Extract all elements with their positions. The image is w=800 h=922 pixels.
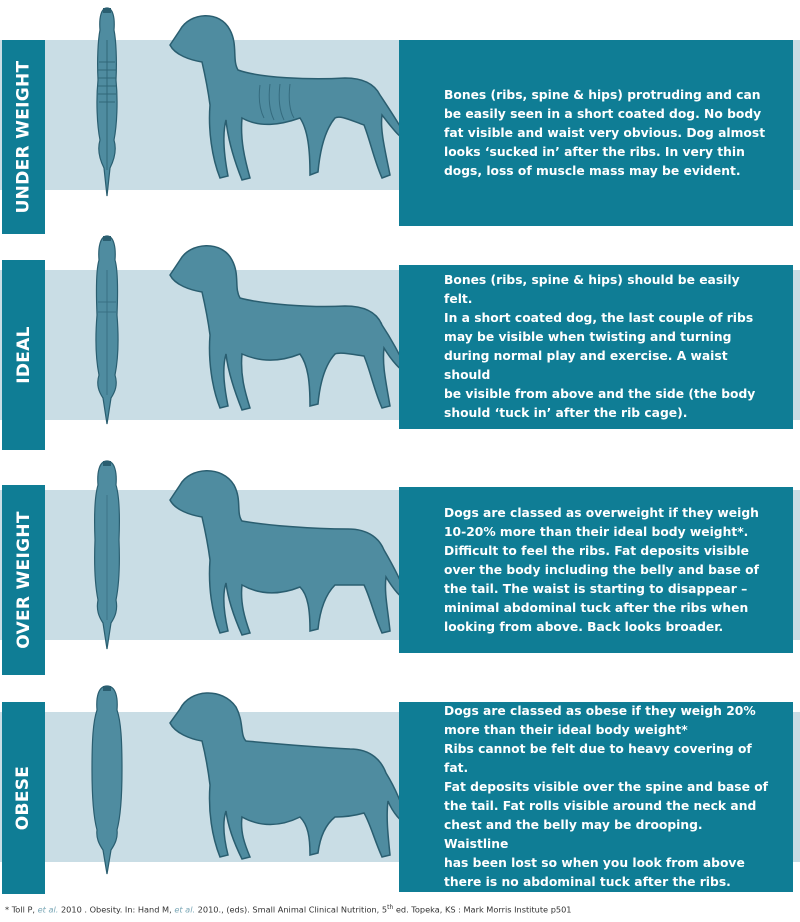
section-ideal: [0, 225, 800, 425]
section-label: [2, 40, 45, 234]
dog-top-view-icon: [82, 230, 132, 430]
section-obese: [0, 672, 800, 889]
section-label-text: UNDER WEIGHT: [13, 60, 34, 214]
footnote-etal: et al.: [37, 904, 59, 915]
section-description-box: [399, 702, 793, 892]
section-description: Dogs are classed as overweight if they weigh 10-20% more than their ideal body weight*. Difficult to feel the ribs. Fat deposits visible over the body including the belly and base of the tail. The waist is starting to disappear – minimal abdominal tuck after the ribs when looking from above. Back looks broader.: [444, 505, 759, 634]
dog-side-view-icon: [150, 230, 410, 430]
section-label: [2, 485, 45, 675]
section-label-text: IDEAL: [13, 326, 34, 384]
section-label: [2, 702, 45, 894]
section-label: [2, 260, 45, 450]
section-description-box: [399, 40, 793, 226]
section-description: Bones (ribs, spine & hips) should be easily felt. In a short coated dog, the last couple of ribs may be visible when twisting and turning during normal play and exercise. A waist should be visible from above and the side (the body should ‘tuck in’ after the rib cage).: [444, 273, 756, 420]
section-description: Dogs are classed as obese if they weigh 20% more than their ideal body weight* Ribs cannot be felt due to heavy covering of fat. Fat deposits visible over the spine and base of the tail. Fat rolls visible around the neck and chest and the belly may be drooping. Waistline has been lost so when you look from above there is no abdominal tuck after the ribs.: [444, 704, 769, 889]
footnote-text: 2010 . Obesity. In: Hand M,: [58, 904, 175, 915]
dog-side-view-icon: [150, 455, 410, 655]
footnote-text: ed. Topeka, KS : Mark Morris Institute p501: [393, 904, 572, 915]
section-underweight: [0, 0, 800, 214]
footnote-text: 2010., (eds). Small Animal Clinical Nutrition, 5: [195, 904, 388, 915]
footnote-citation: [5, 904, 572, 915]
footnote-etal: et al.: [174, 904, 196, 915]
dog-top-view-icon: [82, 0, 132, 200]
section-overweight: [0, 450, 800, 650]
dog-top-view-icon: [82, 455, 132, 655]
section-description: Bones (ribs, spine & hips) protruding and can be easily seen in a short coated dog. No body fat visible and waist very obvious. Dog almost looks ‘sucked in’ after the ribs. In very thin dogs, loss of muscle mass may be evident.: [444, 87, 766, 178]
section-description-box: [399, 487, 793, 653]
dog-side-view-icon: [150, 677, 410, 877]
section-label-text: OBESE: [13, 765, 34, 831]
section-description-box: [399, 265, 793, 429]
footnote-superscript: th: [387, 904, 394, 911]
dog-top-view-icon: [82, 680, 132, 880]
footnote-text: * Toll P,: [5, 904, 38, 915]
dog-side-view-icon: [150, 0, 410, 200]
section-label-text: OVER WEIGHT: [13, 511, 34, 649]
